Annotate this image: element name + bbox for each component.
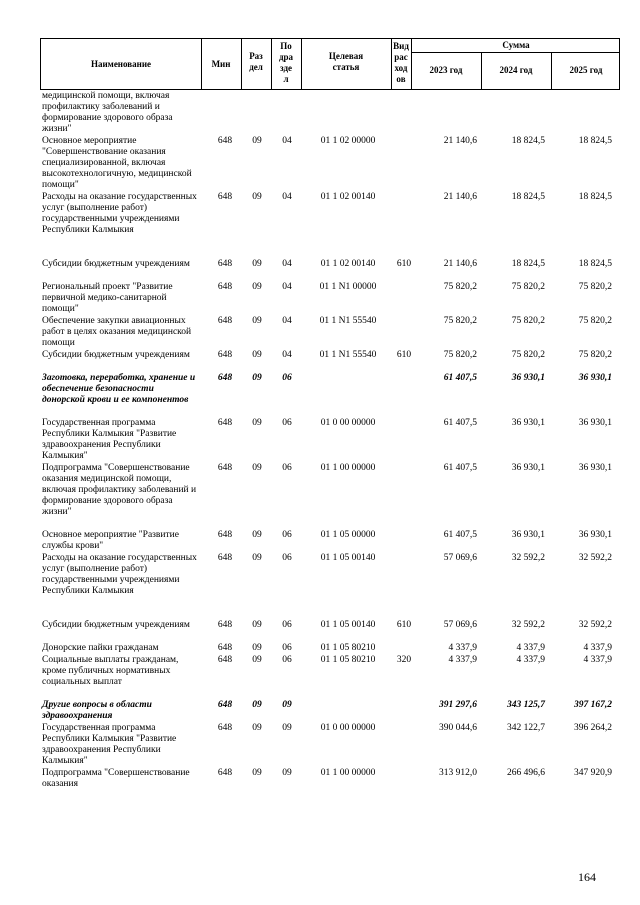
table-row [40,463,620,530]
row-razdel: 09 [252,192,262,202]
row-sum-2024: 32 592,2 [511,620,545,630]
row-sum-2023: 21 140,6 [443,136,477,146]
row-sum-2023: 57 069,6 [443,620,477,630]
row-target-article: 01 1 00 00000 [320,768,376,778]
row-sum-2025: 4 337,9 [583,643,612,653]
row-name: Субсидии бюджетным учреждениям [42,620,190,630]
row-sum-2024: 36 930,1 [511,373,545,383]
row-razdel: 09 [252,373,262,383]
table-row [40,530,620,553]
table-row [40,91,620,136]
row-min: 648 [217,530,233,540]
row-min: 648 [217,282,233,292]
header-year-2023: 2023 год [429,65,463,75]
row-target-article: 01 1 05 00140 [320,553,376,563]
header-target-article: Целевая статья [328,51,364,72]
row-sum-2023: 390 044,6 [439,723,477,733]
row-razdel: 09 [252,768,262,778]
page-number: 164 [578,870,596,884]
row-name: Другие вопросы в области здравоохранения [42,700,152,721]
row-sum-2023: 61 407,5 [443,463,477,473]
row-expense-type: 610 [396,620,412,630]
row-sum-2025: 36 930,1 [578,463,612,473]
row-name: Расходы на оказание государственных услуг (выполнение работ) государственными учреждениями Республики Калмыкия [42,192,197,235]
row-razdel: 09 [252,530,262,540]
table-row [40,282,620,316]
row-min: 648 [217,418,233,428]
row-sum-2024: 18 824,5 [511,192,545,202]
row-target-article: 01 1 N1 00000 [319,282,377,292]
table-row [40,418,620,463]
row-razdel: 09 [252,620,262,630]
row-podrazdel: 04 [282,350,292,360]
row-min: 648 [217,768,233,778]
row-name: Обеспечение закупки авиационных работ в целях оказания медицинской помощи [42,316,192,348]
row-podrazdel: 06 [282,463,292,473]
row-sum-2023: 4 337,9 [448,643,477,653]
row-razdel: 09 [252,282,262,292]
row-min: 648 [217,620,233,630]
row-sum-2025: 397 167,2 [574,700,612,710]
row-podrazdel: 09 [282,723,292,733]
row-min: 648 [217,316,233,326]
row-target-article: 01 1 02 00140 [320,192,376,202]
row-expense-type: 610 [396,350,412,360]
row-target-article: 01 1 05 00000 [320,530,376,540]
row-name: Субсидии бюджетным учреждениям [42,350,190,360]
row-name: Донорские пайки гражданам [42,643,159,653]
row-name: Государственная программа Республики Калмыкия "Развитие здравоохранения Республики Калмыкия" [42,418,177,461]
row-sum-2024: 36 930,1 [511,463,545,473]
header-expense-type: Вид рас ход ов [393,41,409,84]
header-razdel: Раз дел [249,51,263,72]
row-sum-2023: 21 140,6 [443,259,477,269]
row-target-article: 01 1 05 80210 [320,643,376,653]
row-sum-2024: 18 824,5 [511,136,545,146]
row-name: Заготовка, переработка, хранение и обеспечение безопасности донорской крови и ее компонентов [42,373,196,405]
row-expense-type: 610 [396,259,412,269]
row-podrazdel: 06 [282,620,292,630]
row-target-article: 01 1 N1 55540 [319,350,377,360]
row-target-article: 01 1 05 00140 [320,620,376,630]
row-razdel: 09 [252,723,262,733]
table-row [40,350,620,373]
row-min: 648 [217,350,233,360]
row-sum-2025: 32 592,2 [578,553,612,563]
row-podrazdel: 04 [282,259,292,269]
row-podrazdel: 06 [282,418,292,428]
row-sum-2024: 4 337,9 [516,643,545,653]
table-row [40,373,620,418]
row-sum-2023: 61 407,5 [443,373,477,383]
row-sum-2024: 32 592,2 [511,553,545,563]
row-expense-type: 320 [396,655,412,665]
row-target-article: 01 0 00 00000 [320,723,376,733]
row-podrazdel: 04 [282,316,292,326]
row-sum-2024: 266 496,6 [507,768,545,778]
row-podrazdel: 06 [282,373,292,383]
row-sum-2023: 75 820,2 [443,282,477,292]
row-sum-2024: 75 820,2 [511,316,545,326]
row-target-article: 01 0 00 00000 [320,418,376,428]
row-sum-2024: 18 824,5 [511,259,545,269]
table-row [40,723,620,768]
header-year-2024: 2024 год [499,65,533,75]
row-podrazdel: 09 [282,768,292,778]
row-sum-2025: 347 920,9 [574,768,612,778]
row-min: 648 [217,192,233,202]
row-target-article: 01 1 N1 55540 [319,316,377,326]
row-sum-2024: 75 820,2 [511,350,545,360]
table-row [40,700,620,723]
row-sum-2024: 342 122,7 [507,723,545,733]
header-sum: Сумма [502,40,530,50]
row-podrazdel: 04 [282,192,292,202]
row-name: Региональный проект "Развитие первичной медико-санитарной помощи" [42,282,173,314]
row-razdel: 09 [252,463,262,473]
row-sum-2024: 36 930,1 [511,418,545,428]
row-razdel: 09 [252,700,262,710]
row-sum-2025: 75 820,2 [578,316,612,326]
row-min: 648 [217,655,233,665]
table-row [40,768,620,791]
row-name: Социальные выплаты гражданам, кроме публичных нормативных социальных выплат [42,655,179,687]
row-name: Субсидии бюджетным учреждениям [42,259,190,269]
row-name: медицинской помощи, включая профилактику заболеваний и формирование здорового образа жизни" [42,91,173,134]
table-row [40,259,620,282]
row-sum-2023: 391 297,6 [439,700,477,710]
row-sum-2024: 343 125,7 [507,700,545,710]
row-razdel: 09 [252,553,262,563]
row-razdel: 09 [252,316,262,326]
row-sum-2024: 75 820,2 [511,282,545,292]
table-row [40,643,620,655]
row-sum-2025: 75 820,2 [578,282,612,292]
row-target-article: 01 1 02 00140 [320,259,376,269]
row-min: 648 [217,259,233,269]
row-sum-2025: 18 824,5 [578,136,612,146]
row-min: 648 [217,553,233,563]
row-min: 648 [217,643,233,653]
table-row [40,620,620,643]
table-row [40,136,620,192]
row-sum-2025: 36 930,1 [578,530,612,540]
header-podrazdel: По дра зде л [278,41,294,84]
row-sum-2025: 36 930,1 [578,373,612,383]
row-sum-2025: 75 820,2 [578,350,612,360]
row-razdel: 09 [252,350,262,360]
row-razdel: 09 [252,655,262,665]
row-name: Расходы на оказание государственных услуг (выполнение работ) государственными учреждениями Республики Калмыкия [42,553,197,596]
row-podrazdel: 04 [282,136,292,146]
row-sum-2025: 18 824,5 [578,192,612,202]
row-razdel: 09 [252,259,262,269]
row-podrazdel: 06 [282,553,292,563]
row-target-article: 01 1 05 80210 [320,655,376,665]
row-min: 648 [217,700,233,710]
row-sum-2023: 57 069,6 [443,553,477,563]
row-razdel: 09 [252,643,262,653]
row-sum-2025: 36 930,1 [578,418,612,428]
row-podrazdel: 06 [282,530,292,540]
row-min: 648 [217,463,233,473]
row-sum-2023: 75 820,2 [443,350,477,360]
row-sum-2025: 32 592,2 [578,620,612,630]
header-year-2025: 2025 год [569,65,603,75]
table-row [40,553,620,620]
row-podrazdel: 04 [282,282,292,292]
row-target-article: 01 1 00 00000 [320,463,376,473]
row-podrazdel: 09 [282,700,292,710]
row-sum-2023: 21 140,6 [443,192,477,202]
row-name: Подпрограмма "Совершенствование оказания [42,768,190,789]
row-podrazdel: 06 [282,655,292,665]
row-razdel: 09 [252,418,262,428]
row-name: Государственная программа Республики Калмыкия "Развитие здравоохранения Республики Калмыкия" [42,723,177,766]
table-body [40,91,620,791]
row-min: 648 [217,723,233,733]
row-razdel: 09 [252,136,262,146]
row-sum-2023: 4 337,9 [448,655,477,665]
table-row [40,655,620,700]
row-target-article: 01 1 02 00000 [320,136,376,146]
row-sum-2023: 75 820,2 [443,316,477,326]
row-min: 648 [217,373,233,383]
row-sum-2024: 4 337,9 [516,655,545,665]
header-name: Наименование [91,59,151,69]
row-sum-2025: 396 264,2 [574,723,612,733]
row-sum-2025: 4 337,9 [583,655,612,665]
row-sum-2025: 18 824,5 [578,259,612,269]
row-name: Подпрограмма "Совершенствование оказания медицинской помощи, включая профилактику заболеваний и формирование здорового образа жизни" [42,463,197,517]
table-row [40,192,620,259]
row-sum-2024: 36 930,1 [511,530,545,540]
row-sum-2023: 61 407,5 [443,530,477,540]
row-sum-2023: 61 407,5 [443,418,477,428]
row-sum-2023: 313 912,0 [439,768,477,778]
row-podrazdel: 06 [282,643,292,653]
table-header [40,38,620,90]
table-row [40,316,620,350]
row-name: Основное мероприятие "Совершенствование оказания специализированной, включая высокотехнологичную, медицинской помощи" [42,136,192,190]
header-min: Мин [211,59,231,69]
row-name: Основное мероприятие "Развитие службы крови" [42,530,179,551]
row-min: 648 [217,136,233,146]
